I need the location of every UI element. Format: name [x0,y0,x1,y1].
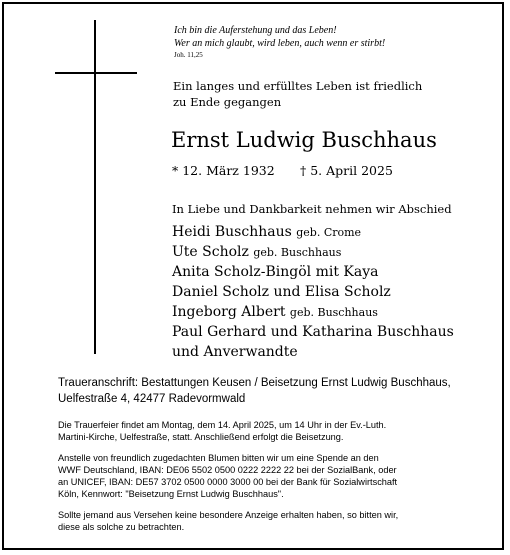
ceremony-line-1: Die Trauerfeier findet am Montag, dem 14. April 2025, um 14 Uhr in der Ev.-Luth. [58,420,387,430]
mourner-7 [172,342,298,362]
donation-line-1: Anstelle von freundlich zugedachten Blumen bitten wir um eine Spende an den [58,453,379,463]
death-date: † 5. April 2025 [300,163,393,178]
address-line-1: Traueranschrift: Bestattungen Keusen / Beisetzung Ernst Ludwig Buschhaus, [58,377,451,389]
mourner-4 [172,282,391,302]
intro-line-1: Ein langes und erfülltes Leben ist friedlich [173,79,423,93]
mourner-maiden-name: geb. Buschhaus [289,306,378,319]
intro-line-2: zu Ende gegangen [173,95,282,109]
mourner-maiden-name: geb. Buschhaus [253,246,342,259]
quote-line-1: Ich bin die Auferstehung und das Leben! [174,25,337,36]
notice-line-2: diese als solche zu betrachten. [58,522,185,532]
mourner-name: Ute Scholz [172,244,249,260]
donation-line-3: an UNICEF, IBAN: DE57 3702 0500 0000 3000 00 bei der Bank für Sozialwirtschaft [58,477,398,487]
mourner-1 [172,222,361,243]
deceased-name: Ernst Ludwig Buschhaus [171,128,437,152]
mourner-name: Heidi Buschhaus [172,224,292,240]
quote-reference: Joh. 11,25 [174,51,203,59]
mourner-name: und Anverwandte [172,344,298,360]
ceremony-line-2: Martini-Kirche, Uelfestraße, statt. Anschließend erfolgt die Beisetzung. [58,432,344,442]
mourner-name: Anita Scholz-Bingöl mit Kaya [172,264,379,280]
cross-horizontal-bar [55,72,137,74]
farewell-line: In Liebe und Dankbarkeit nehmen wir Abschied [172,202,452,216]
address-line-2: Uelfestraße 4, 42477 Radevormwald [58,393,246,405]
donation-line-4: Köln, Kennwort: "Beisetzung Ernst Ludwig Buschhaus". [58,489,284,499]
mourner-6 [172,322,454,342]
birth-date: * 12. März 1932 [172,163,275,178]
donation-line-2: WWF Deutschland, IBAN: DE06 5502 0500 0222 2222 22 bei der SozialBank, oder [58,465,397,475]
mourner-name: Ingeborg Albert [172,304,286,320]
quote-line-2: Wer an mich glaubt, wird leben, auch wenn er stirbt! [174,38,386,49]
mourner-name: Daniel Scholz und Elisa Scholz [172,284,391,300]
notice-line-1: Sollte jemand aus Versehen keine besondere Anzeige erhalten haben, so bitten wir, [58,510,399,520]
mourner-maiden-name: geb. Crome [296,226,362,239]
mourner-3 [172,262,378,282]
cross-vertical-bar [94,20,96,354]
mourner-name: Paul Gerhard und Katharina Buschhaus [172,324,454,340]
mourner-5 [172,302,378,323]
mourner-2 [172,242,341,263]
